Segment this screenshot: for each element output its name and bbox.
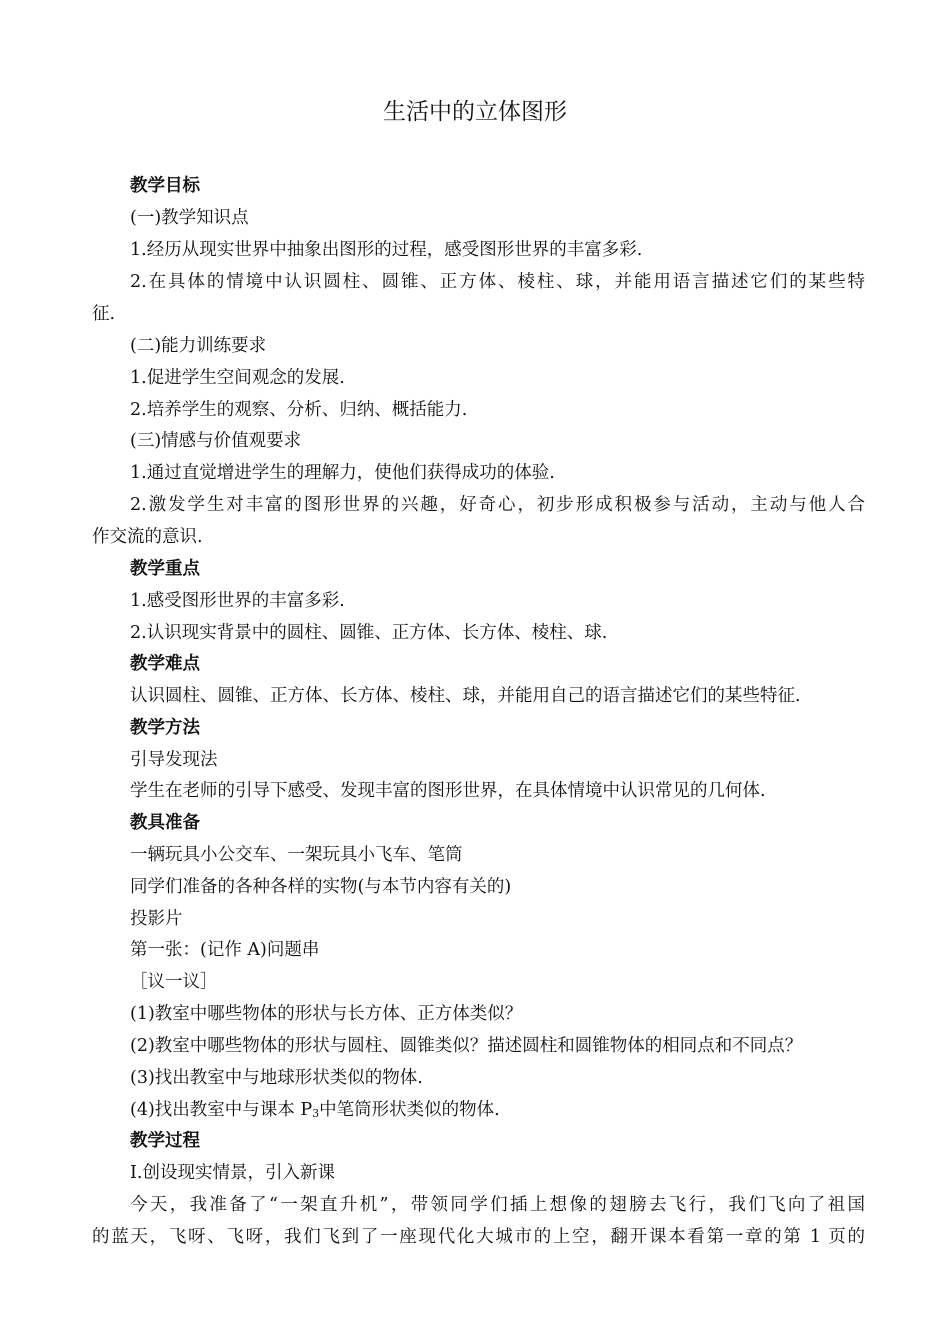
paragraph-continuation: 的蓝天，飞呀、飞呀，我们飞到了一座现代化大城市的上空，翻开课本看第一章的第 1 页的 (92, 1227, 865, 1247)
question: (1)教室中哪些物体的形状与长方体、正方体类似？ (130, 1004, 523, 1024)
paragraph: 1.感受图形世界的丰富多彩. (130, 591, 345, 611)
subsection-ability: (二)能力训练要求 (130, 336, 267, 356)
discuss-label: ［议一议］ (130, 972, 218, 992)
paragraph-continuation: 作交流的意识. (92, 527, 203, 547)
paragraph: 投影片 (130, 909, 183, 929)
question: (3)找出教室中与地球形状类似的物体. (130, 1068, 423, 1088)
paragraph: 2.培养学生的观察、分析、归纳、概括能力. (130, 400, 468, 420)
section-heading-key-points: 教学重点 (130, 559, 200, 579)
paragraph: 1.通过直觉增进学生的理解力，使他们获得成功的体验. (130, 463, 555, 483)
paragraph: 2.认识现实背景中的圆柱、圆锥、正方体、长方体、棱柱、球. (130, 623, 608, 643)
section-heading-difficulties: 教学难点 (130, 654, 200, 674)
paragraph-continuation: 征. (92, 304, 116, 324)
paragraph: 2.在具体的情境中认识圆柱、圆锥、正方体、棱柱、球，并能用语言描述它们的某些特 (130, 272, 865, 292)
paragraph: 1.促进学生空间观念的发展. (130, 368, 345, 388)
question-text: (4)找出教室中与课本 P (130, 1100, 313, 1120)
section-heading-materials: 教具准备 (130, 813, 200, 833)
paragraph: 1.经历从现实世界中抽象出图形的过程，感受图形世界的丰富多彩. (130, 240, 643, 260)
document-title: 生活中的立体图形 (383, 99, 567, 125)
paragraph: 引导发现法 (130, 750, 218, 770)
question (130, 1094, 865, 1126)
question: (2)教室中哪些物体的形状与圆柱、圆锥类似？描述圆柱和圆锥物体的相同点和不同点？ (130, 1036, 803, 1056)
section-heading-objectives: 教学目标 (130, 176, 200, 196)
page-subscript: 3 (312, 1107, 320, 1120)
paragraph: 学生在老师的引导下感受、发现丰富的图形世界，在具体情境中认识常见的几何体. (130, 781, 766, 801)
paragraph: 认识圆柱、圆锥、正方体、长方体、棱柱、球，并能用自己的语言描述它们的某些特征. (130, 686, 801, 706)
paragraph: 2.激发学生对丰富的图形世界的兴趣，好奇心，初步形成积极参与活动，主动与他人合 (130, 495, 865, 515)
section-heading-process: 教学过程 (130, 1131, 200, 1151)
paragraph: 第一张：(记作 A)问题串 (130, 940, 320, 960)
section-heading-methods: 教学方法 (130, 718, 200, 738)
question-text: 中笔筒形状类似的物体. (319, 1100, 500, 1120)
paragraph: 今天，我准备了“一架直升机”，带领同学们插上想像的翅膀去飞行，我们飞向了祖国 (130, 1195, 865, 1215)
step-heading: Ⅰ.创设现实情景，引入新课 (130, 1163, 335, 1183)
subsection-knowledge: (一)教学知识点 (130, 208, 249, 228)
paragraph: 一辆玩具小公交车、一架玩具小飞车、笔筒 (130, 845, 463, 865)
subsection-values: (三)情感与价值观要求 (130, 431, 302, 451)
paragraph: 同学们准备的各种各样的实物(与本节内容有关的) (130, 877, 512, 897)
